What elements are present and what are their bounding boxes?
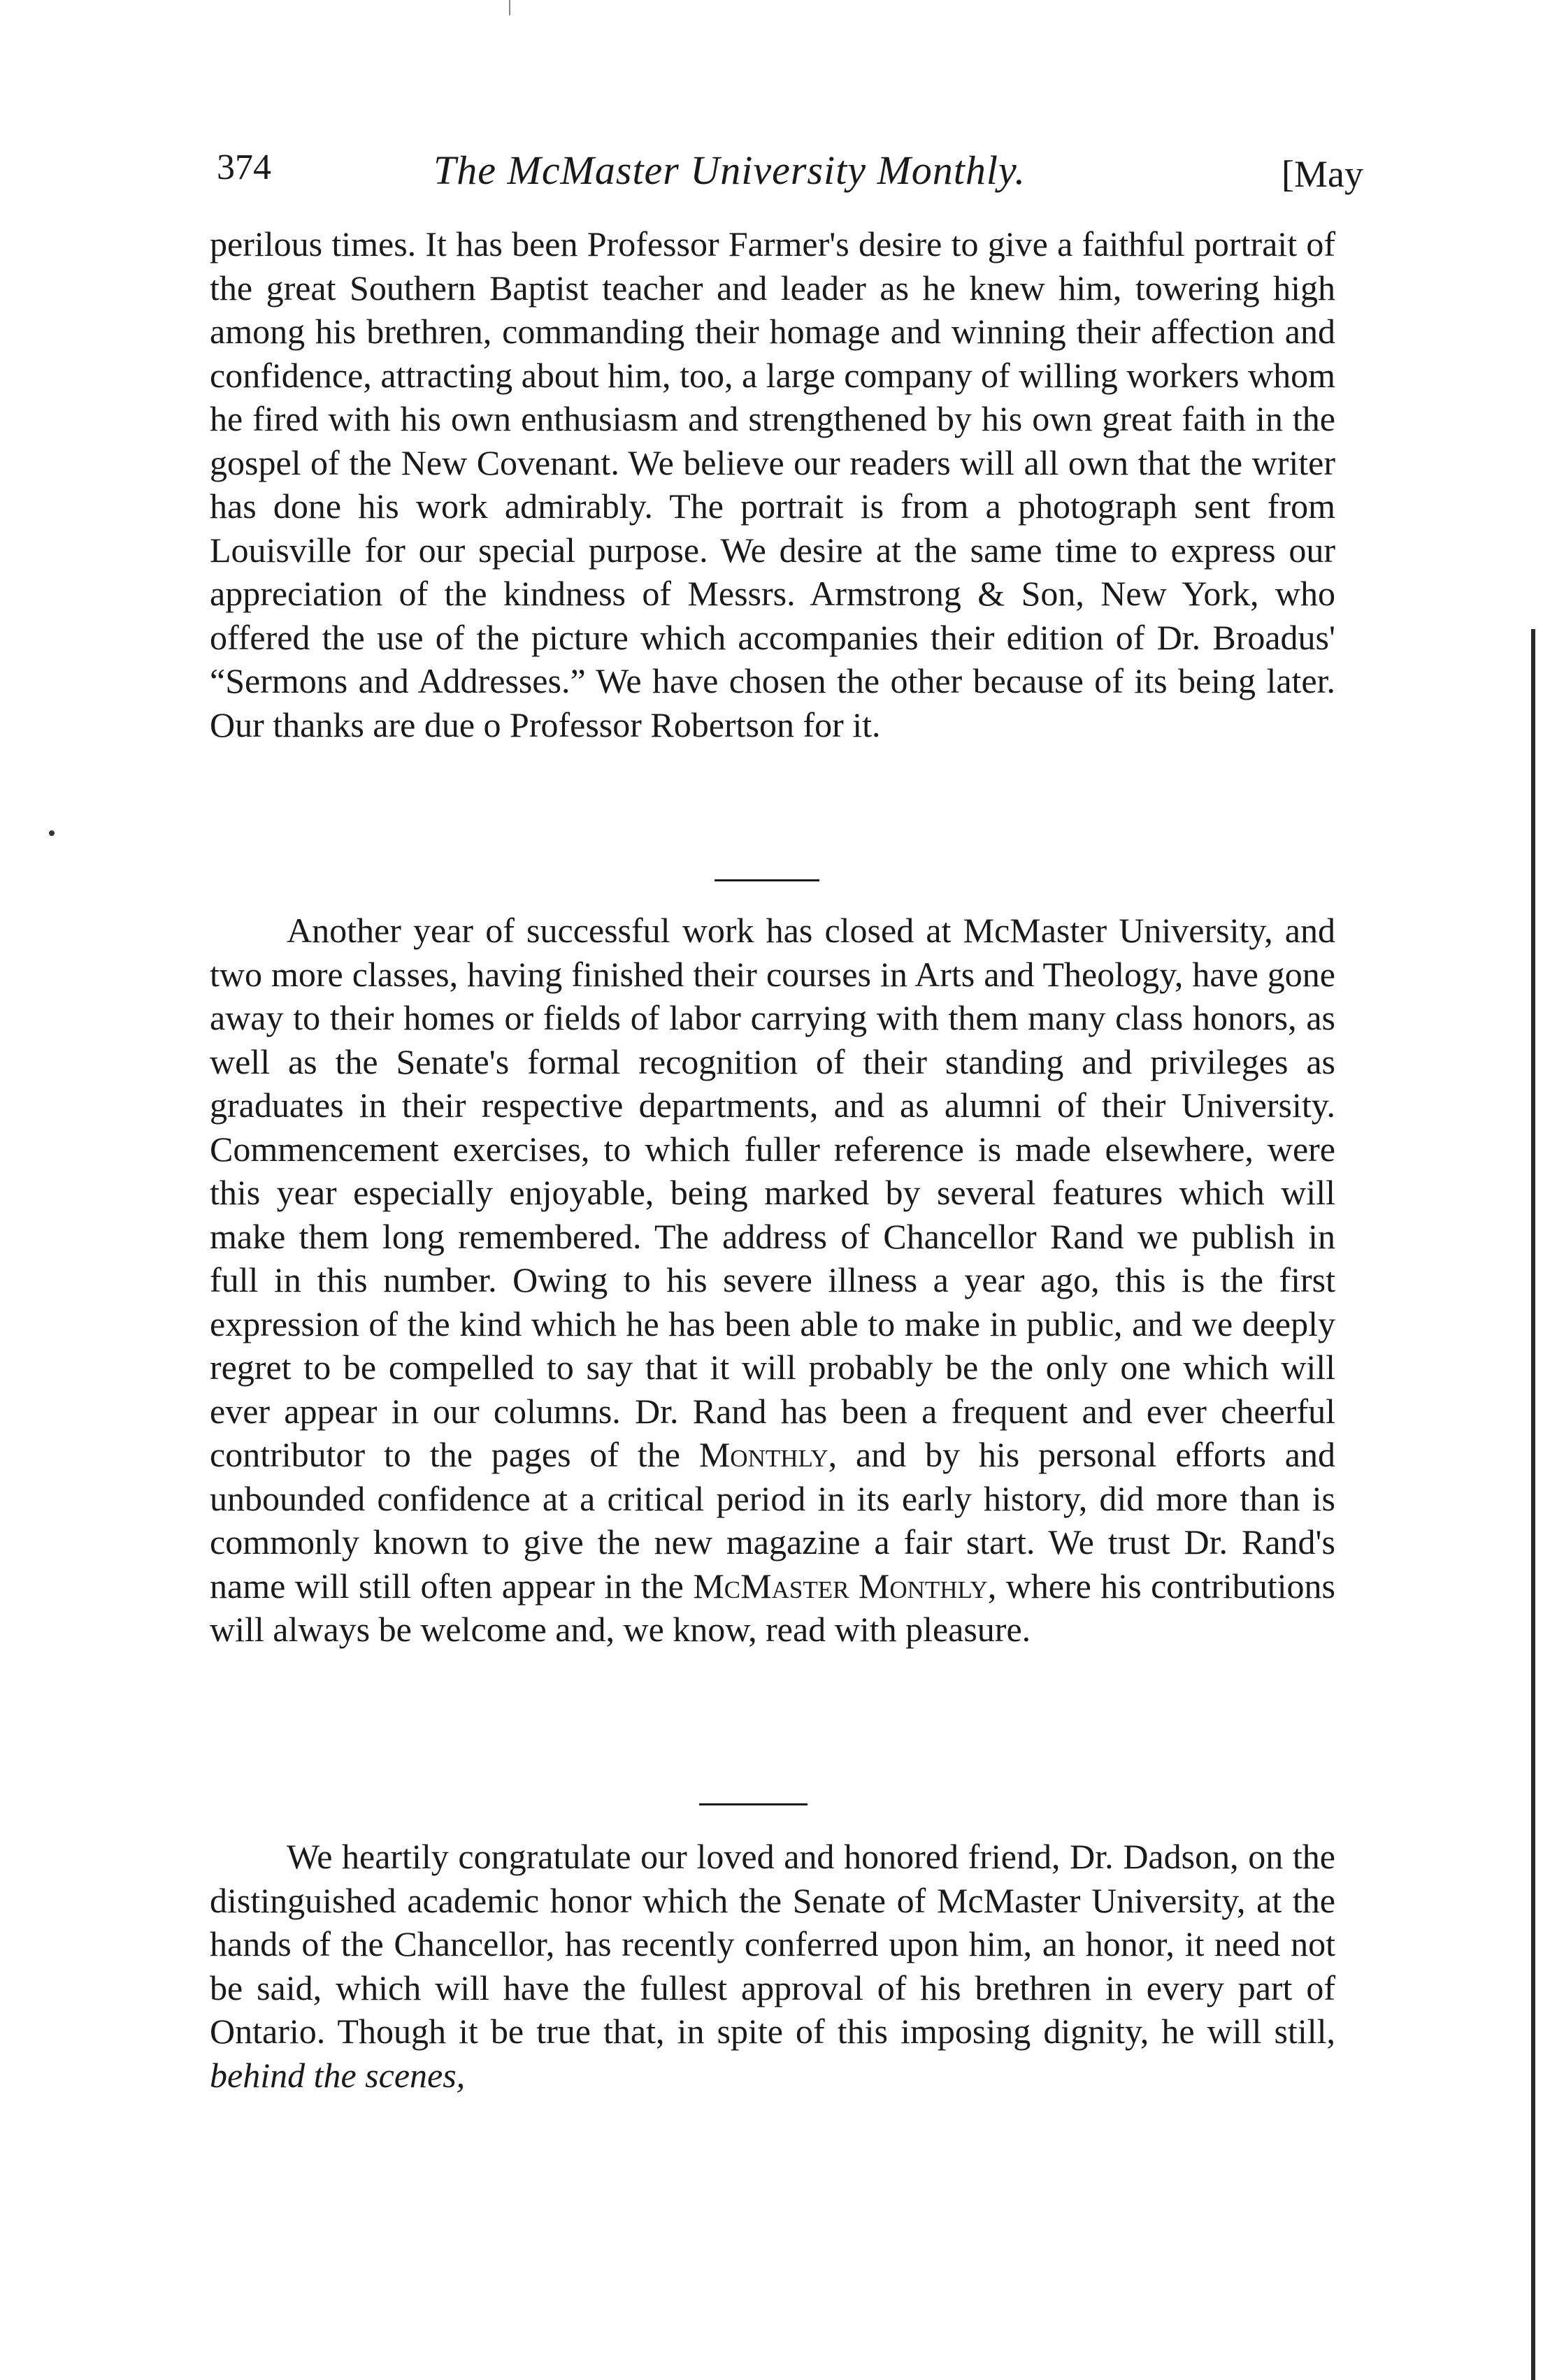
page-edge-line xyxy=(1531,629,1535,2380)
monthly-name: Monthly xyxy=(698,1435,828,1474)
monthly-full-name: McMaster Monthly xyxy=(693,1566,988,1606)
paragraph-text: , where his contributions will always be welcome and, we know, read with pleasure. xyxy=(210,1566,1335,1649)
scan-mark xyxy=(509,0,510,15)
paragraph-broadus-portrait: perilous times. It has been Professor Farmer's desire to give a faithful portrait of the great Southern Baptist teacher and leader as he knew him, towering high among his brethren, commanding their homage and winning their affection and confidence, attracting about him, too, a large company of willing workers whom he fired with his own enthusiasm and strengthened by his own great faith in the gospel of the New Covenant. We believe our readers will all own that the writer has done his work admirably. The portrait is from a photograph sent from Louisville for our special purpose. We desire at the same time to express our appreciation of the kindness of Messrs. Armstrong & Son, New York, who offered the use of the picture which accompanies their edition of Dr. Broadus' “Sermons and Addresses.” We have chosen the other because of its being later. Our thanks are due o Professor Robertson for it. xyxy=(210,224,1335,744)
running-header xyxy=(217,140,1363,203)
paragraph-text: , and by his personal efforts and unbounded confidence at a critical period in its early history, did more than is commonly known to give the new magazine a fair start. We trust Dr. Rand's name will still often appear in the xyxy=(210,1435,1335,1606)
paragraph-commencement xyxy=(210,909,1335,1652)
italic-phrase: behind the scenes, xyxy=(210,2055,466,2095)
paragraph-text: Another year of successful work has closed at McMaster University, and two more classes, having finished their courses in Arts and Theology, have gone away to their homes or fields of labor carrying with them many class honors, as well as the Senate's formal recognition of their standing and privileges as graduates in their respective departments, and as alumni of their University. Commencement exercises, to which fuller reference is made elsewhere, were this year especially enjoyable, being marked by several features which will make them long remembered. The address of Chancellor Rand we publish in full in this number. Owing to his severe illness a year ago, this is the first expression of the kind which he has been able to make in public, and we deeply regret to be compelled to say that it will probably be the only one which will ever appear in our columns. Dr. Rand has been a frequent and ever cheerful contributor to the pages of the xyxy=(210,911,1335,1474)
margin-mark xyxy=(49,830,55,836)
page-number: 374 xyxy=(217,147,271,187)
paragraph-text: We heartily congratulate our loved and honored friend, Dr. Dadson, on the distinguished academic honor which the Senate of McMaster University, at the hands of the Chancellor, has recently conferred upon him, an honor, it need not be said, which will have the fullest approval of his brethren in every part of Ontario. Though it be true that, in spite of this imposing dignity, he will still, xyxy=(210,1837,1335,2051)
paragraph-dadson-honor xyxy=(210,1835,1335,2097)
section-divider xyxy=(699,1803,808,1805)
section-divider xyxy=(715,879,819,881)
running-title: The McMaster University Monthly. xyxy=(433,147,1026,193)
running-month: [May xyxy=(1282,153,1363,195)
